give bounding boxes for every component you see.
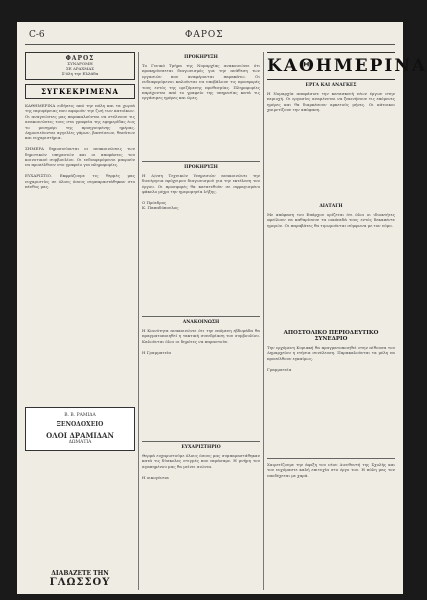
divider — [142, 441, 260, 442]
subscription-line1: ΣΥΝΔΡΟΜΗ — [67, 61, 93, 66]
article-text-2: Με απόφαση του Επάρχου ορίζεται ότι όλοι οι ιδιοκτήτες οφείλουν να καθαρίσουν τα οικόπεδά τους εντός δεκαπέντε ημερών. Οι παραβάτες θα τιμωρούνται σύμφωνα με τον νόμο. — [267, 212, 397, 228]
hotel-ad-top: Β. Β. ΡΑΜΙΔΑ — [64, 413, 96, 418]
notice-text-2: Η Δ/νση Τεχνικών Υπηρεσιών ανακοινώνει την διενέργεια πρόχειρου διαγωνισμού για την εκτέλεση του έργου. Οι προσφορές θα κατατεθούν σε σφραγισμένο φάκελο μέχρι την ημερομηνία λήξης. Ο Πρόεδρος Κ. Παπαδόπουλος — [142, 173, 260, 211]
notice-header-2: ΠΡΟΚΗΡΥΞΗ — [184, 165, 218, 170]
footer-promo-line2: ΓΛΩΣΣΟΥ — [49, 577, 111, 588]
divider — [267, 458, 395, 459]
column-middle — [142, 52, 260, 573]
footer-promo — [25, 570, 135, 588]
footer-promo-line1: ΔΙΑΒΑΖΕΤΕ ΤΗΝ — [51, 570, 109, 577]
article-text-4: Χαιρετίζουμε την άφιξη του νέου Διευθυντή της Σχολής και του ευχόμαστε καλή επιτυχία στο έργο του. Η πόλη μας τον υποδέχεται με χαρά. — [267, 462, 397, 478]
article-header-3: ΑΠΟΣΤΟΛΙΚΟ ΠΕΡΙΟΔΕΥΤΙΚΟ ΣΥΝΕΔΡΙΟ — [283, 330, 379, 342]
article-header-2: ΔΙΑΤΑΓΗ — [319, 204, 343, 209]
hotel-ad-headline: ΟΛΟΙ ΔΡΑΜΙΔΑΝ — [46, 431, 114, 440]
paper-name: ΦΑΡΟΣ — [185, 30, 224, 40]
notice-header-1: ΠΡΟΚΗΡΥΞΗ — [184, 55, 218, 60]
subscription-box — [25, 52, 135, 80]
column-left — [25, 52, 135, 451]
subscription-line3: Σ'όλη την Ελλάδα — [61, 71, 99, 76]
notice-header-3: ΑΝΑΚΟΙΝΩΣΗ — [182, 320, 220, 325]
column-divider — [138, 52, 139, 590]
notice-text-3: Η Κοινότητα ανακοινώνει ότι την επόμενη εβδομάδα θα πραγματοποιηθεί η τακτική συνεδρίαση του συμβουλίου. Καλούνται όλοι οι δημότες να παραστούν. Η Γραμματεία — [142, 328, 260, 355]
column-right — [267, 52, 427, 557]
notice-header-4: ΕΥΧΑΡΙΣΤΗΡΙΟ — [181, 445, 221, 450]
divider — [142, 316, 260, 317]
column-left-text: ΚΑΘΗΜΕΡΙΝΑ ειδήσεις από την πόλη και τα χωριά της περιφέρειας που αφορούν την ζωή των κατοίκων. Οι αναγνώστες μας παρακαλούνται να στέλνουν τις ανακοινώσεις τους στα γραφεία της εφημερίδας έως το μεσημέρι της προηγουμένης ημέρας. Δημοσιεύονται αγγελίες γάμων, βαπτίσεων, θανάτων και ευχαριστήρια. ΣΗΜΕΡΑ δημοσιεύονται οι ανακοινώσεις των δημοτικών υπηρεσιών και οι αποφάσεις του κοινοτικού συμβουλίου. Οι ενδιαφερόμενοι μπορούν να προσέλθουν στο γραφείο για πληροφορίες. ΕΥΧΑΡΙΣΤΙΟ. Εκφράζουμε τις θερμές μας ευχαριστίες σε όλους όσους συμπαραστάθηκαν στο πένθος μας. — [25, 103, 135, 190]
subscription-title: ΦΑΡΟΣ — [65, 55, 95, 62]
article-text-3: Την ερχόμενη Κυριακή θα πραγματοποιηθεί στην αίθουσα του Δημαρχείου η ετήσια συνέλευση. Παρακαλούνται τα μέλη να προσέλθουν εγκαίρως. Γραμματεία — [267, 345, 395, 372]
page-number: C-6 — [29, 30, 45, 40]
header-rule — [25, 44, 395, 45]
running-head — [17, 30, 403, 44]
notice-text-4: Θερμά ευχαριστούμε όλους όσους μας συμπαραστάθηκαν κατά τις δύσκολες στιγμές που περάσαμε. Η μνήμη του αγαπημένου μας θα μείνει αιώνια. Η οικογένεια — [142, 453, 260, 480]
hotel-ad-sub: ΔΩΜΑΤΙΑ — [68, 440, 92, 445]
subscription-line2: ΣΕ ΔΡΑΧΜΑΣ — [65, 66, 95, 71]
newspaper-page — [17, 22, 427, 594]
hotel-ad-name: ΞΕΝΟΔΟΧΕΙΟ — [56, 421, 104, 428]
article-header-1: ΕΡΓΑ ΚΑΙ ΑΝΑΓΚΕΣ — [305, 83, 357, 88]
section-title: ΚΑΘΗΜΕΡΙΝΑ — [267, 52, 395, 80]
section-banner: ΣΥΓΚΕΚΡΙΜΕΝΑ — [25, 84, 135, 99]
hotel-ad — [25, 407, 135, 451]
column-divider — [263, 52, 264, 590]
divider — [142, 161, 260, 162]
notice-text-1: Το Γενικό Τμήμα της Νομαρχίας ανακοινώνει ότι προκηρύσσεται διαγωνισμός για την ανάθεση των εργασιών που αναφέρονται παρακάτω. Οι ενδιαφερόμενοι καλούνται να υποβάλουν τις προσφορές τους εντός της οριζόμενης προθεσμίας. Πληροφορίες παρέχονται από το γραφείο της υπηρεσίας κατά τις εργάσιμες ημέρες και ώρες. — [142, 63, 262, 101]
article-text-1: Η Νομαρχία αποφάσισε την κατασκευή νέων έργων στην περιοχή. Οι εργασίες αναμένεται να ξεκινήσουν τις επόμενες ημέρες και θα διαρκέσουν αρκετούς μήνες. Οι κάτοικοι χαιρετίζουν την απόφαση. — [267, 91, 397, 113]
